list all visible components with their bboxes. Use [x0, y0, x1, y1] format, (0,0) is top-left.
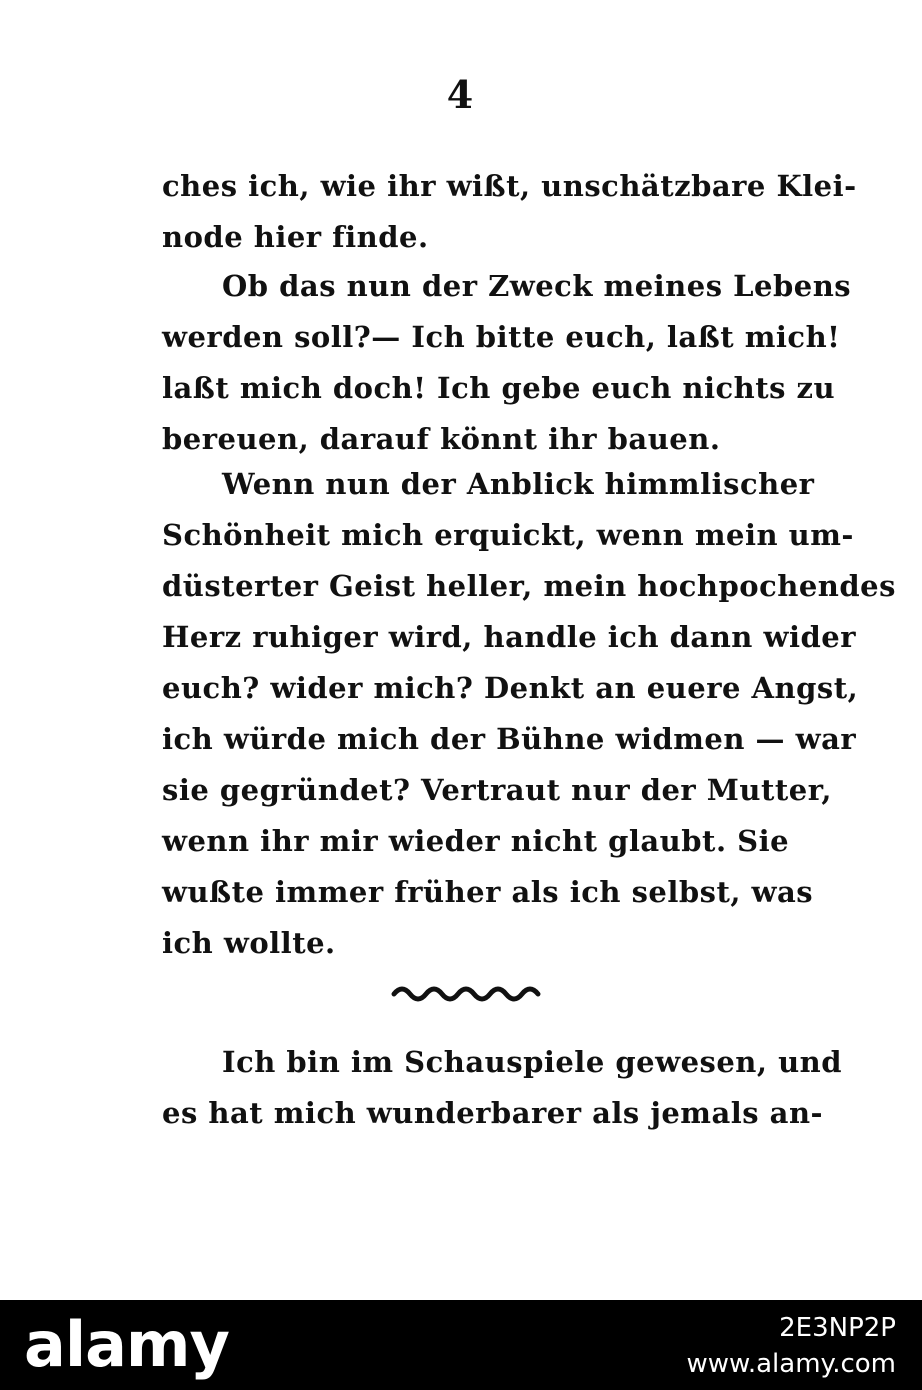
watermark-footer — [0, 1300, 922, 1390]
text-line: Wenn nun der Anblick himmlischer — [222, 467, 815, 501]
text-line: Herz ruhiger wird, handle ich dann wider — [162, 620, 856, 654]
text-line: ich würde mich der Bühne widmen — war — [162, 722, 857, 756]
text-line: node hier finde. — [162, 220, 429, 254]
footer-info — [686, 1310, 896, 1382]
paragraph-3 — [162, 459, 896, 969]
alamy-logo: alamy — [24, 1308, 229, 1381]
text-line: ches ich, wie ihr wißt, unschätzbare Klei- — [162, 169, 857, 203]
text-line: es hat mich wunderbarer als jemals an- — [162, 1096, 824, 1130]
text-line: werden soll?— Ich bitte euch, laßt mich! — [162, 320, 841, 354]
footer-url: www.alamy.com — [686, 1349, 896, 1379]
text-line: euch? wider mich? Denkt an euere Angst, — [162, 671, 859, 705]
text-line: wenn ihr mir wieder nicht glaubt. Sie — [162, 824, 790, 858]
text-line: wußte immer früher als ich selbst, was — [162, 875, 814, 909]
text-line: sie gegründet? Vertraut nur der Mutter, — [162, 773, 833, 807]
text-line: bereuen, darauf könnt ihr bauen. — [162, 422, 721, 456]
paragraph-2 — [162, 261, 852, 465]
text-line: Schönheit mich erquickt, wenn mein um- — [162, 518, 854, 552]
page-number: 4 — [446, 72, 474, 117]
image-id: 2E3NP2P — [779, 1313, 896, 1343]
text-line: düsterter Geist heller, mein hochpochendes — [162, 569, 896, 603]
text-line: Ob das nun der Zweck meines Lebens — [222, 269, 852, 303]
text-line: Ich bin im Schauspiele gewesen, und — [222, 1045, 843, 1079]
paragraph-1 — [162, 161, 857, 263]
wavy-line-ornament-icon — [390, 976, 542, 1006]
text-line: laßt mich doch! Ich gebe euch nichts zu — [162, 371, 836, 405]
paragraph-4 — [162, 1037, 843, 1139]
text-line: ich wollte. — [162, 926, 336, 960]
